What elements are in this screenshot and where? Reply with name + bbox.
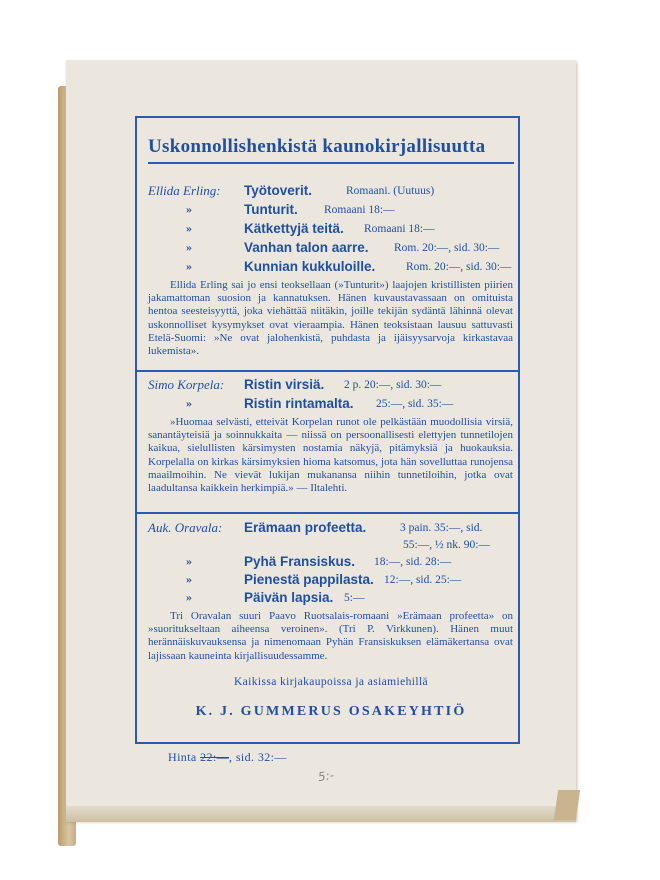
work-info: Rom. 20:—, sid. 30:—: [406, 261, 512, 273]
work-title: Erämaan profeetta.: [244, 520, 367, 535]
cover-worn-corner: [554, 790, 580, 820]
pencil-price-note: 5:-: [317, 767, 335, 785]
work-title: Pienestä pappilasta.: [244, 572, 374, 587]
price-label: Hinta: [168, 750, 197, 764]
work-title: Tunturit.: [244, 202, 298, 217]
oravala-row-2: [148, 554, 520, 574]
author-erling: Ellida Erling:: [148, 183, 221, 198]
work-title: Ristin virsiä.: [244, 377, 325, 392]
page-title: Uskonnollishenkistä kaunokirjallisuutta: [148, 136, 486, 157]
work-info: Romaani 18:—: [324, 204, 395, 216]
work-info-continued: 55:—, ½ nk. 90:—: [403, 539, 490, 551]
title-underline: [148, 162, 514, 164]
korpela-row-1: [148, 377, 520, 397]
oravala-row-4: [148, 590, 520, 610]
korpela-review: »Huomaa selvästi, etteivät Korpelan runot ole pelkästään muodollisia virsiä, sanantäyteisiä ja soinnukkaita — niissä on persoonallisesti elettyjen tunnetilojen kaikua, sielullisten kärsimysten nostamia näkyjä, pitämyksiä ja huokauksia. Korpelalla on kirkas kärsimyksien hioma katsomus, jota hän sovelluttaa runojensa maailmoihin. Ne vievät lukijan mukanansa niihin tunnetiloihin, jotka ovat laadultansa kaikkein herkimpiä.» — Iltalehti.: [148, 416, 513, 495]
ditto-mark: »: [186, 572, 192, 586]
work-title: Kätkettyjä teitä.: [244, 221, 344, 236]
work-title: Kunnian kukkuloille.: [244, 259, 376, 274]
erling-row-5: [148, 259, 520, 279]
erling-row-1: [148, 183, 520, 203]
section-divider: [137, 370, 518, 372]
author-korpela: Simo Korpela:: [148, 377, 225, 392]
price-bound: , sid. 32:—: [229, 750, 287, 764]
erling-row-2: [148, 202, 520, 222]
work-info: 3 pain. 35:—, sid.: [400, 522, 483, 534]
work-info: 12:—, sid. 25:—: [384, 574, 462, 586]
work-title: Työtoverit.: [244, 183, 313, 198]
work-info: 5:—: [344, 592, 365, 604]
erling-row-3: [148, 221, 520, 241]
price-line: [168, 750, 408, 765]
work-info: 18:—, sid. 28:—: [374, 556, 452, 568]
work-info: 2 p. 20:—, sid. 30:—: [344, 379, 442, 391]
ditto-mark: »: [186, 259, 192, 273]
work-title: Vanhan talon aarre.: [244, 240, 369, 255]
erling-review: Ellida Erling sai jo ensi teoksellaan (»Tunturit») laajojen kristillisten piirien jakamattoman suosion ja kannatuksen. Hänen kuvaustavassaan on omituista hentoa seesteisyyttä, joka viehättää niitäkin, joille tekijän sydäntä lähinnä olevat uskonnolliset kysymykset ovat vieraampia. Hänen teoksistaan lausuu sattuvasti Etelä-Suomi: »Ne ovat jalohenkistä, puhdasta ja ijäisyysarvoja kirkastavaa lukemista».: [148, 279, 513, 358]
cover-bottom-edge: [66, 806, 576, 822]
korpela-row-2: [148, 396, 520, 416]
ditto-mark: »: [186, 202, 192, 216]
work-info: Romaani. (Uutuus): [346, 185, 435, 197]
publisher-name: K. J. GUMMERUS OSAKEYHTIÖ: [195, 704, 467, 719]
ditto-mark: »: [186, 240, 192, 254]
work-title: Ristin rintamalta.: [244, 396, 354, 411]
author-oravala: Auk. Oravala:: [148, 520, 223, 535]
oravala-review: Tri Oravalan suuri Paavo Ruotsalais-romaani »Erämaan profeetta» on »suoritukseltaan aiheensa veroinen». (Tri P. Virkkunen). Hänen muut herännäiskuvauksensa ja nimenomaan Pyhän Fransiskuksen elämäkertansa ovat lajissaan kauneinta kirjallisuudessamme.: [148, 610, 513, 662]
ditto-mark: »: [186, 590, 192, 604]
ditto-mark: »: [186, 396, 192, 410]
work-info: Rom. 20:—, sid. 30:—: [394, 242, 500, 254]
ditto-mark: »: [186, 221, 192, 235]
work-info: Romaani 18:—: [364, 223, 435, 235]
work-info: 25:—, sid. 35:—: [376, 398, 454, 410]
work-title: Pyhä Fransiskus.: [244, 554, 356, 569]
erling-row-4: [148, 240, 520, 260]
oravala-row-3: [148, 572, 520, 592]
section-divider: [137, 512, 518, 514]
availability-note: Kaikissa kirjakaupoissa ja asiamiehillä: [233, 676, 429, 688]
ditto-mark: »: [186, 554, 192, 568]
work-title: Päivän lapsia.: [244, 590, 334, 605]
price-old-struck: 22:—: [200, 750, 230, 764]
